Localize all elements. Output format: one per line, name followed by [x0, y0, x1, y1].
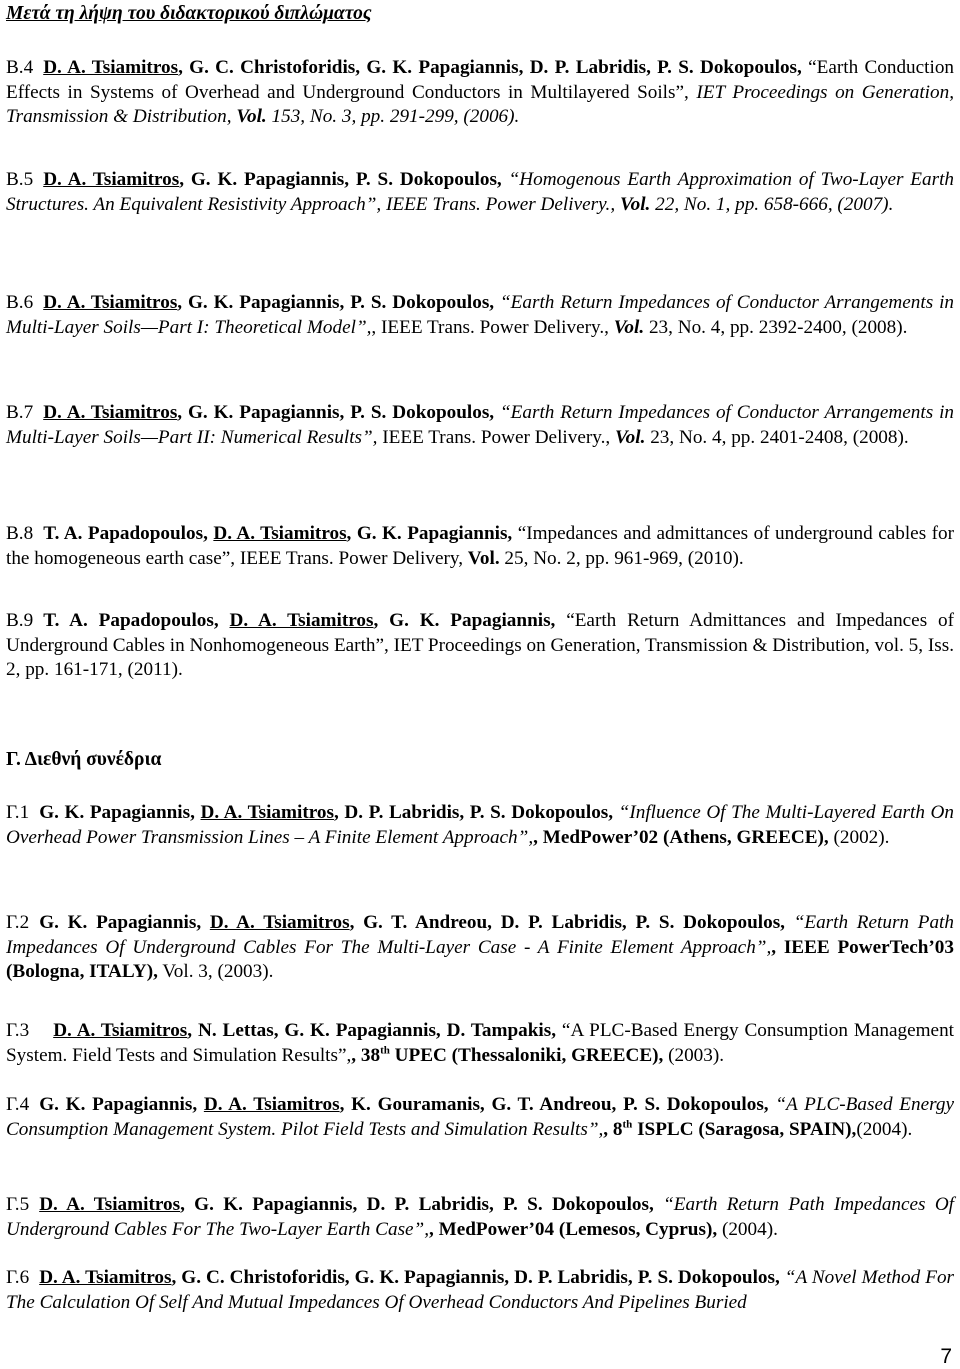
author-highlighted: D. A. Tsiamitros: [203, 1094, 340, 1115]
ordinal-suffix: th: [622, 1118, 633, 1131]
entry-venue: IEEE Trans. Power Delivery.,: [377, 426, 615, 448]
entry-authors: G. K. Papagiannis,: [39, 912, 210, 933]
entry-number: Γ.4: [6, 1094, 30, 1115]
entry-title: “Earth Return Impedances of Conductor Arrangements in Multi-Layer Soils—Part I: Theoretical Model”,: [6, 292, 954, 338]
author-highlighted: D. A. Tsiamitros: [200, 802, 334, 823]
entry-number: B.9: [6, 610, 34, 631]
conference-entry: [6, 911, 954, 985]
entry-venue: , 38: [351, 1044, 381, 1066]
entry-title: “Influence Of The Multi-Layered Earth On Overhead Power Transmission Lines – A Finite Element Approach”,: [6, 802, 954, 848]
ordinal-suffix: th: [380, 1044, 390, 1057]
section-heading-postdoc: Μετά τη λήψη του διδακτορικού διπλώματος: [6, 3, 372, 24]
conference-entry: [6, 1093, 954, 1142]
entry-title: “Homogenous Earth Approximation of Two-Layer Earth Structures. An Equivalent Resistivity Approach”, IEEE Trans. Power Delivery.,: [6, 169, 955, 215]
entry-number: B.4: [6, 57, 34, 78]
entry-authors: , G. K. Papagiannis, P. S. Dokopoulos,: [177, 402, 495, 423]
entry-authors: G. K. Papagiannis,: [39, 802, 201, 823]
entry-details: 22, No. 1, pp. 658-666, (2007).: [650, 193, 894, 215]
author-highlighted: D. A. Tsiamitros: [209, 912, 350, 933]
author-highlighted: D. A. Tsiamitros: [43, 169, 180, 190]
entry-authors: , G. T. Andreou, D. P. Labridis, P. S. Dokopoulos,: [349, 912, 785, 933]
entry-vol-label: Vol.: [467, 547, 500, 569]
publication-entry: [6, 291, 954, 340]
author-highlighted: D. A. Tsiamitros: [43, 402, 178, 423]
entry-authors: T. A. Papadopoulos,: [43, 610, 230, 631]
entry-number: Γ.6: [6, 1267, 30, 1288]
entry-vol-label: Vol.: [619, 193, 651, 215]
entry-venue: IET Proceedings on Generation, Transmission & Distribution,: [6, 81, 954, 128]
entry-details: 23, No. 4, pp. 2401-2408, (2008).: [645, 426, 909, 448]
entry-authors: , G. K. Papagiannis, P. S. Dokopoulos,: [179, 169, 502, 190]
conference-entry: [6, 1266, 954, 1315]
entry-authors: G. K. Papagiannis,: [39, 1094, 204, 1115]
entry-title: “Impedances and admittances of underground cables for the homogeneous earth case”, IEEE Trans. Power Delivery,: [6, 523, 954, 569]
entry-vol-label: Vol.: [236, 106, 267, 128]
author-highlighted: D. A. Tsiamitros: [39, 1194, 181, 1215]
entry-vol-label: Vol.: [613, 316, 645, 338]
entry-number: B.8: [6, 523, 34, 544]
page-number: 7: [940, 1345, 952, 1368]
entry-number: Γ.1: [6, 802, 30, 823]
entry-title: “Earth Return Impedances of Conductor Arrangements in Multi-Layer Soils—Part II: Numerical Results”,: [6, 402, 954, 448]
entry-title: “Earth Return Admittances and Impedances of Underground Cables in Nonhomogeneous Earth”, IET Proceedings on Generation, Transmission & Distribution, vol. 5, Iss. 2, pp. 161-171, (2011).: [6, 610, 955, 681]
entry-venue: ISPLC (Saragosa, SPAIN),: [632, 1118, 857, 1140]
conference-entry: [6, 801, 954, 850]
entry-venue: , 8: [603, 1118, 623, 1140]
entry-details: (2003).: [663, 1044, 725, 1066]
entry-title: “A Novel Method For The Calculation Of Self And Mutual Impedances Of Overhead Conductors And Pipelines Buried: [6, 1267, 955, 1313]
section-heading-conferences: Γ. Διεθνή συνέδρια: [6, 749, 162, 770]
entry-number: B.7: [6, 402, 34, 423]
entry-authors: , D. P. Labridis, P. S. Dokopoulos,: [333, 802, 614, 823]
entry-authors: , G. K. Papagiannis, P. S. Dokopoulos,: [177, 292, 495, 313]
entry-authors: T. A. Papadopoulos,: [43, 523, 214, 544]
entry-number: Γ.5: [6, 1194, 30, 1215]
entry-authors: , G. K. Papagiannis,: [373, 610, 556, 631]
entry-venue: , MedPower’02 (Athens, GREECE),: [533, 826, 829, 848]
entry-venue: , IEEE PowerTech’03 (Bologna, ITALY),: [6, 936, 954, 983]
entry-title: “Earth Return Path Impedances Of Underground Cables For The Two-Layer Earth Case”,: [6, 1194, 955, 1240]
author-highlighted: D. A. Tsiamitros: [43, 292, 178, 313]
entry-details: (2004).: [856, 1118, 913, 1140]
entry-details: 25, No. 2, pp. 961-969, (2010).: [499, 547, 744, 569]
entry-number: Γ.3: [6, 1020, 30, 1041]
entry-authors: , N. Lettas, G. K. Papagiannis, D. Tampakis,: [187, 1020, 557, 1041]
entry-title: “A PLC-Based Energy Consumption Management System. Field Tests and Simulation Results”,: [6, 1020, 955, 1066]
entry-authors: , K. Gouramanis, G. T. Andreou, P. S. Dokopoulos,: [339, 1094, 769, 1115]
entry-number: B.6: [6, 292, 34, 313]
publication-entry: [6, 609, 954, 683]
entry-title: “Earth Conduction Effects in Systems of Overhead and Underground Conductors in Multilayered Soils”,: [6, 57, 955, 103]
publication-entry: [6, 522, 954, 571]
entry-details: (2002).: [828, 826, 890, 848]
entry-authors: , G. C. Christoforidis, G. K. Papagiannis, D. P. Labridis, P. S. Dokopoulos,: [171, 1267, 780, 1288]
publication-entry: [6, 401, 954, 450]
author-highlighted: D. A. Tsiamitros: [229, 610, 374, 631]
entry-details: Vol. 3, (2003).: [157, 961, 274, 983]
entry-number: B.5: [6, 169, 34, 190]
entry-authors: , G. C. Christoforidis, G. K. Papagiannis, D. P. Labridis, P. S. Dokopoulos,: [178, 57, 802, 78]
author-highlighted: D. A. Tsiamitros: [213, 523, 347, 544]
conference-entry: [6, 1019, 954, 1068]
publication-entry: [6, 168, 954, 217]
entry-venue: , MedPower’04 (Lemesos, Cyprus),: [429, 1218, 718, 1240]
entry-details: 23, No. 4, pp. 2392-2400, (2008).: [644, 316, 908, 338]
entry-title: “Earth Return Path Impedances Of Underground Cables For The Multi-Layer Case - A Finite Element Approach”,: [6, 912, 954, 958]
publication-entry: [6, 56, 954, 130]
author-highlighted: D. A. Tsiamitros: [53, 1020, 188, 1041]
entry-authors: , G. K. Papagiannis, D. P. Labridis, P. S. Dokopoulos,: [180, 1194, 654, 1215]
entry-authors: , G. K. Papagiannis,: [346, 523, 513, 544]
entry-details: 153, No. 3, pp. 291-299, (2006).: [266, 106, 520, 128]
entry-number: Γ.2: [6, 912, 30, 933]
entry-vol-label: Vol.: [614, 426, 646, 448]
entry-details: (2004).: [717, 1218, 778, 1240]
conference-entry: [6, 1193, 954, 1242]
entry-title: “A PLC-Based Energy Consumption Management System. Pilot Field Tests and Simulation Results”,: [6, 1094, 954, 1140]
author-highlighted: D. A. Tsiamitros: [39, 1267, 172, 1288]
entry-venue: , IEEE Trans. Power Delivery.,: [371, 316, 614, 338]
author-highlighted: D. A. Tsiamitros: [43, 57, 179, 78]
entry-venue: UPEC (Thessaloniki, GREECE),: [389, 1044, 664, 1066]
